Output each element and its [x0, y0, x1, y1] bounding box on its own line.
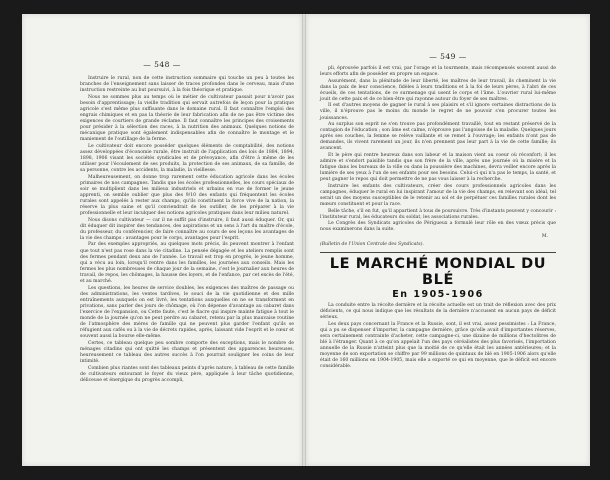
- signature: M.: [541, 233, 548, 239]
- source-note: (Bulletin de l'Union Centrale des Syndicats).: [320, 241, 424, 247]
- paragraph: Malheureusement, on donne trop rarement cette éducation agricole dans les écoles primaires de nos campagnes. Tandis que les écoles professionnelles, les cours spéciaux de soir se multiplient dans les milieux industriels et urbains en vue de former le jeune apprenti, on semble oublier que plus des 9/10 des enfants qui fréquentent les écoles rurales sont appelés à rester aux champs, qu'ils constituent la force vive de la nation, la réserve la plus saine et qu'il conviendrait de les outiller, de les préparer à la vie professionnelle et leur inculquer des notions agricoles pratiques dans leur milieu naturel.: [80, 174, 294, 217]
- paragraph: Le cultivateur doit encore posséder quelques éléments de comptabilité, des notions assez développées d'économie rurale, être instruit de l'application des lois de 1884, 1894, 1898, 1906 visant les sociétés syndicales et de prévoyance, afin d'être à même de les utiliser pour l'écoulement de ses produits, la protection de ses animaux, de sa famille, de sa personne, contre les accidents, la maladie, la vieillesse.: [80, 143, 294, 174]
- article-paragraph: La conduite entre la récolte dernière et la récolte actuelle est un trait de réflexion avec des prix déficients, ce qui nous indique que les résultats de la dernière n'accusent en aucun pays de déficit sérieux.: [320, 302, 556, 321]
- paragraph: Combien plus riantes sont des tableaux peints d'après nature, à tableau de cette famille de cultivateurs entourant le foyer du vieux père, appliquée à leur tâche quotidienne, déliceuse et énergique du progrès accompli,: [80, 365, 294, 383]
- paragraph: Le Congrès des Syndicats agricoles de Périgueux a formulé leur rôle en des vœux précis que nous examinerons dans la suite.: [320, 221, 556, 233]
- page-number-right: — 549 —: [429, 52, 467, 61]
- paragraph: Nous ne sommes plus au temps où le métier de cultivateur passait pour n'avoir pas besoin d'apprentissage; la vieille tradition qui servait autrefois de leçon pour la pratique agricole s'est même plus suffisante dans le domaine rural. Il faut connaître l'emploi des engrais chimiques et en pas la théorie de leur fabrication afin de ne pas être victime des exigences de courtiers de grande réclame. Il faut connaître les principes des croisements pour présider à la sélection des races, à la nutrition des animaux. Quelques notions de mécanique pratique sont également indispensables afin de connaître le montage et le maniement de l'outillage de la ferme.: [80, 94, 294, 143]
- article-subheadline: En 1905-1906: [392, 288, 484, 300]
- article-paragraph: Les deux pays concernant la France et la Russie, sont, il est vrai, assez pessimistes : La France, qui a pu se dispenser d'importer, la campagne dernière, grâce qu'elle avait d'importantes réserves, sera certainement contrainte d'acheter, cette campagne-ci, une dizaine de millions d'hectolitres de blé à l'étranger. Quant à ce qu'on appelait l'un des pays céréalistes des plus favorisés, l'importation annuelle de la Russie n'atteint plus que la moitié de ce qu'elle était les années antérieures; et la moyenne de son exportation se chiffre par 99 millions de quintaux de blé en 1905-1906 alors qu'elle était de 160 millions en 1904-1905, mais elle a exporté ce qui en moyenne, que le déficit est encore considérable.: [320, 321, 556, 370]
- paragraph: Instruire le rural, non de cette instruction sommaire qui touche un peu à toutes les branches de l'enseignement sans laisser de traces profondes dans le cerveau, mais d'une instruction restreinte au but poursuivi, à la fois théorique et pratique.: [80, 76, 294, 94]
- paragraph: Nous disons cultivateur — car il ne suffit pas d'instruire, il faut aussi éduquer. Or, qui dit éduquer dit inspirer des tendances, des aspirations et un sens à l'art du maître d'école, du professeur, du conférencier, de faire connaître au cours de ses leçons les avantages de la vie des champs : avantages pour le corps, avantages pour l'esprit.: [80, 217, 294, 241]
- right-page-text: [320, 66, 556, 371]
- paragraph: Au surplus son esprit ne s'en trouve pas profondément travaillé, tout en restant préservé de la contagion de l'éducation ; son âme est calme, n'éprouve pas l'angoisse de la maladie. Quelques jours après ses couches, la femme se relève vaillante et se remet à l'ouvrage; les enfants n'ont pas de demandes, ils vivent rarement un jour, ils n'en prennent pas leur part à la vie de cette famille; ils avancent.: [320, 122, 556, 152]
- paragraph: Par des exemples appropriés, au quelques mots précis, ils peuvent montrer à l'enfant que tout n'est pas rose dans la vie citadine. La pensée dégagée et les ateliers remplis sont des fermes pendant deux ans de l'année. Le travail est trop en progrès, le jeune homme, qui a vécu au loin, lorsqu'il rentre dans les familles, les journées aux conseils. Mais les fermes les plus nombreuses de chaque jour de la semaine, c'est le journalier aux heures de travail, de repos, les chômages, la hausse des loyers, et de l'enfance, par cet excès de l'été, et au marché.: [80, 242, 294, 285]
- right-page: [306, 14, 590, 466]
- paragraph: Les questions, les heures de service doubles, les exigences des maîtres de passage ou des administrations, les ventes tardives, le souci de la vie quotidienne et des mille entraînements auxquels on est livré, les tentations auxquelles on ne se transforment en privations, sans parler des jours de chômage, où l'on dépense d'avantage au cabaret dans l'exercice de l'expansion, ou Cette faute, c'est le fiacre qui inspire mainte fatigue à tout le monde de la journée qu'on ne peut perdre au cabaret, retenu par la plus mauvaise routine de l'atmosphère des mères de famille qui ne peuvent plus garder l'enfant qu'ils se réfugient aux cafés ou à la vie de décrets rapides, après, laissant vide l'esprit et le cœur et souvent aussi la bourse elle-même.: [80, 285, 294, 340]
- article-headline: LE MARCHÉ MONDIAL DU BLÉ: [329, 255, 547, 288]
- paragraph: Certes, ce tableau quelque peu sombre comporte des exceptions, mais le nombre de ménages citadins qui ont quitté les champs et présentent des apparences heureuses, heureusement ce tableau des autres succès à l'on pourrait souligner les coins de leur intimité.: [80, 340, 294, 365]
- left-page: [22, 14, 302, 466]
- paragraph: Assurément, dans la plénitude de leur liberté, les maîtres de leur travail, ils cheminent la vie dans la paix de leur conscience, fidèles à leurs traditions et à la foi de leurs pères, à l'abri de ces écueils, de ces tentations, de ce surmenage qui usent le corps et l'âme. L'ouvrier rural lui-même jouit de cette paix et de ce bien-être qui rayonne autour du foyer de ses maîtres.: [320, 78, 556, 102]
- paragraph: Et le père qui rentre heureux dans son labeur et la maison vient au coeur où réconfort; il les admire et s'endort paisible tandis que son frère de la ville, après une journée où la misère et la fatigue dans les bureaux de la ville ou dans la poussière des machines, devra veiller encore après la lumière de ses yeux à l'un de ses enfants pour ses besoins. Celui-ci qui n'a pas le temps, la santé, et peut gagner le repos qui doit permettre de ne pas vous laisser à la recherche.: [320, 152, 556, 183]
- paragraph: Instruire les enfants des cultivateurs, créer des cours professionnels agricoles dans les campagnes, éduquer le rural en lui inspirant l'amour de la vie des champs, en relevant son idéal, tel serait un des moyens susceptibles de le retenir au sol et de perpétuer ces familles rurales dont les mœurs constituent et pour la race.: [320, 183, 556, 208]
- page-number-left: — 548 —: [143, 60, 181, 69]
- left-page-text: [80, 76, 294, 384]
- paragraph: Belle tâche, s'il en fut, qu'il appartient à tous de poursuivre. Très d'instants peuvent y concourir : l'instituteur rural, les éducateurs du soldat, les associations rurales.: [320, 208, 556, 220]
- paragraph: Il est d'autres moyens de gagner le rural à ses plaisirs et s'il ignore certaines distractions de la ville, il n'éprouve pas le moins du monde le regret de ne pouvoir s'en procurer toutes les jouissances.: [320, 103, 556, 121]
- section-divider: [320, 252, 556, 253]
- paragraph: pli, éprouvée parfois il est vrai, par l'orage et la tourmente, mais récompensés souvent aussi de leurs efforts afin de posséder en propre un espace.: [320, 66, 556, 78]
